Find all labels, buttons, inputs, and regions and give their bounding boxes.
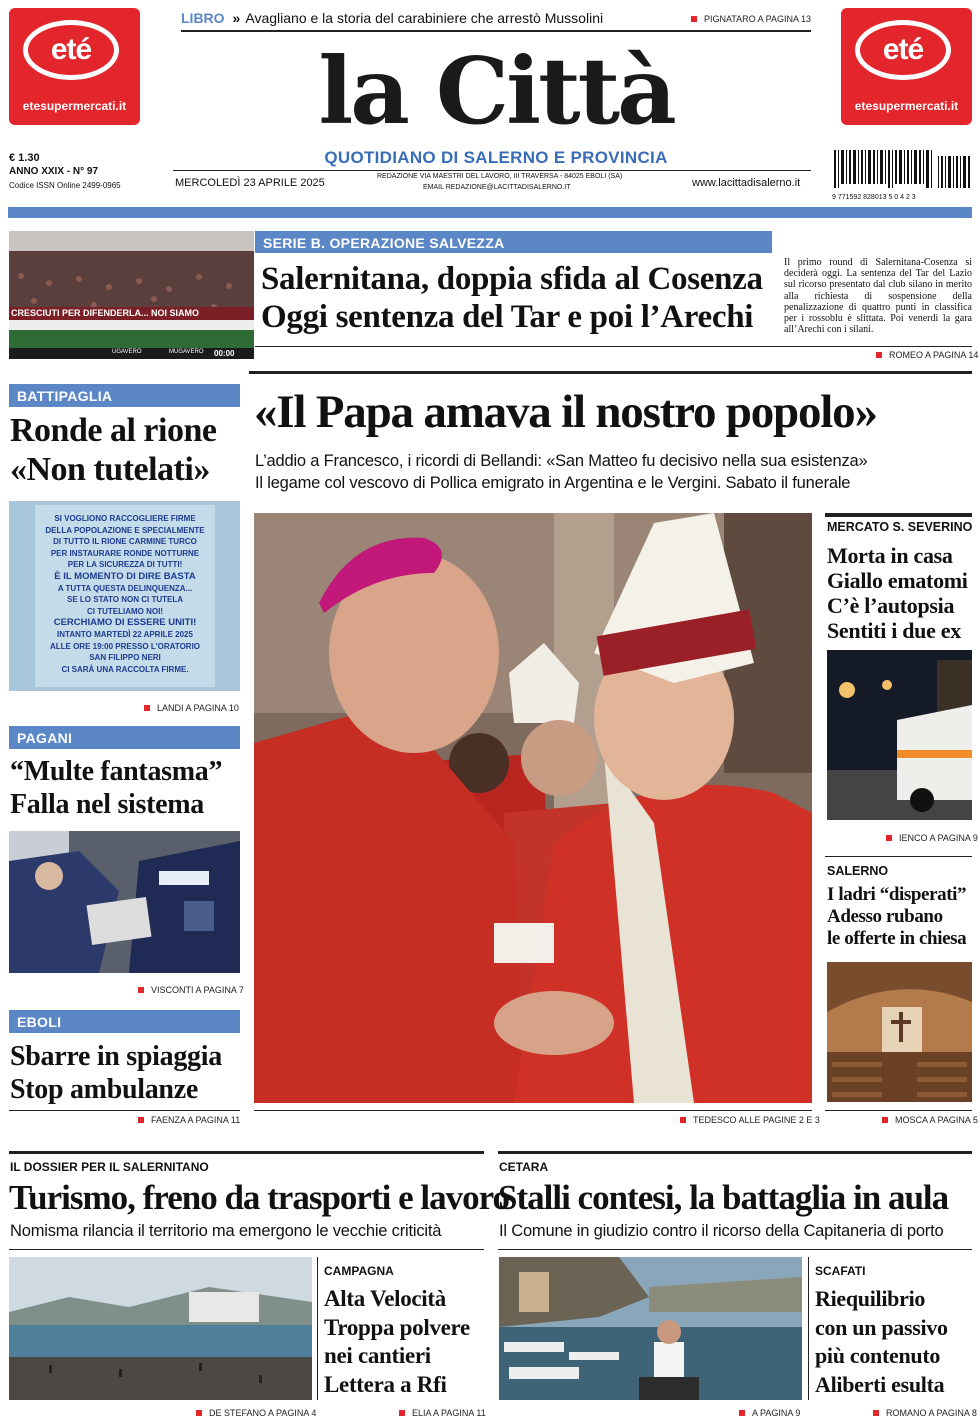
poster-line: SAN FILIPPO NERI: [89, 653, 161, 663]
campagna-ref[interactable]: ELIA A PAGINA 11: [399, 1408, 486, 1418]
battipaglia-headline-1[interactable]: Ronde al rione: [10, 412, 217, 449]
cetara-rule: [498, 1249, 972, 1250]
battipaglia-headline-2[interactable]: «Non tutelati»: [10, 451, 210, 488]
ete-logo-url: etesupermercati.it: [22, 99, 127, 113]
website-link[interactable]: www.lacittadisalerno.it: [692, 177, 801, 189]
scafati-divider: [808, 1257, 809, 1400]
issue-number: ANNO XXIX - N° 97: [9, 166, 99, 177]
address-line-2: EMAIL REDAZIONE@LACITTADISALERNO.IT: [423, 184, 571, 191]
page-title: la Città: [318, 37, 674, 145]
beach-photo: [9, 1257, 312, 1400]
headline-line: I ladri “disperati”: [827, 884, 967, 905]
poster-line: INTANTO MARTEDÌ 22 APRILE 2025: [57, 629, 193, 639]
stadium-board-1: UGAVERO: [112, 349, 142, 355]
ete-logo-oval: [855, 20, 951, 80]
teaser-section: LIBRO: [181, 10, 225, 26]
eboli-ref[interactable]: FAENZA A PAGINA 11: [138, 1115, 240, 1125]
pope-photo: [254, 513, 812, 1103]
poster-line: SE LO STATO NON CI TUTELA: [67, 595, 183, 605]
severino-top-rule: [825, 513, 972, 517]
ambulance-photo-art: [827, 650, 972, 820]
salernitana-rule: [255, 346, 972, 347]
salernitana-ref[interactable]: ROMEO A PAGINA 14: [876, 350, 978, 360]
salerno-kicker[interactable]: SALERNO: [827, 864, 889, 878]
teaser-arrows: »: [232, 10, 241, 26]
salernitana-headline-2[interactable]: Oggi sentenza del Tar e poi l’Arechi: [261, 299, 754, 335]
teaser-text: Avagliano e la storia del carabiniere che arrestò Mussolini: [245, 10, 604, 26]
headline-line: Giallo ematomi: [827, 568, 968, 593]
section-pagani[interactable]: PAGANI: [9, 726, 240, 749]
poster-line: A TUTTA QUESTA DELINQUENZA...: [57, 583, 193, 593]
cetara-headline[interactable]: Stalli contesi, la battaglia in aula: [498, 1178, 949, 1217]
poster-line: CERCHIAMO DI ESSERE UNITI!: [53, 617, 197, 629]
poster-line: DI TUTTO IL RIONE CARMINE TURCO: [53, 537, 197, 547]
pope-photo-art: [254, 513, 812, 1103]
eboli-headline-1[interactable]: Sbarre in spiaggia: [10, 1041, 222, 1072]
harbor-photo: [499, 1257, 802, 1400]
church-photo: [827, 962, 972, 1102]
section-serie-b[interactable]: SERIE B. OPERAZIONE SALVEZZA: [255, 231, 772, 253]
headline-line: Morta in casa: [827, 543, 953, 568]
issue-date: MERCOLEDÌ 23 APRILE 2025: [175, 177, 325, 189]
salerno-headline[interactable]: [827, 884, 966, 950]
section-eboli[interactable]: EBOLI: [9, 1010, 240, 1033]
stadium-photo-art: [9, 231, 254, 359]
scafati-kicker[interactable]: SCAFATI: [815, 1264, 866, 1278]
salernitana-summary: Il primo round di Salernitana-Cosenza si deciderà oggi. La sentenza del Tar del Lazio sul ricorso presentato dal club silano in merito alla richiesta di sospensione della penalizzazione di quattro punti in classifica per i rossoblu è slittata. Poi venerdì la gara all’Arechi con i silani.: [784, 257, 972, 336]
poster-line: PER INSTAURARE RONDE NOTTURNE: [50, 548, 200, 558]
ete-logo-text: eté: [882, 33, 924, 66]
turismo-kicker[interactable]: IL DOSSIER PER IL SALERNITANO: [10, 1160, 209, 1174]
poster-line: È IL MOMENTO DI DIRE BASTA: [54, 570, 196, 582]
headline-line: Sentiti i due ex: [827, 618, 961, 643]
stadium-board-3: 00:00: [214, 349, 235, 358]
battipaglia-ref[interactable]: LANDI A PAGINA 10: [144, 703, 239, 713]
salerno-top-rule: [825, 856, 972, 857]
pagani-headline-1[interactable]: “Multe fantasma”: [10, 756, 223, 787]
eboli-headline-2[interactable]: Stop ambulanze: [10, 1074, 198, 1105]
battipaglia-poster-photo: [9, 501, 240, 691]
cetara-ref[interactable]: A PAGINA 9: [739, 1408, 800, 1418]
poster-text: [29, 513, 221, 675]
barcode-number: 9 771592 828013 5 0 4 2 3: [832, 194, 916, 201]
eboli-rule: [9, 1110, 240, 1111]
campagna-divider: [317, 1257, 318, 1400]
stadium-photo: [9, 231, 254, 359]
headline-line: nei cantieri: [324, 1343, 431, 1368]
pagani-ref[interactable]: VISCONTI A PAGINA 7: [138, 985, 244, 995]
harbor-photo-art: [499, 1257, 802, 1400]
masthead-rule: [173, 170, 811, 171]
poster-line: CI TUTELIAMO NOI!: [87, 606, 163, 616]
poster-line: CI SARÀ UNA RACCOLTA FIRME.: [61, 664, 189, 674]
main-top-rule: [249, 371, 972, 374]
stadium-board-2: MUGAVERO: [169, 349, 204, 355]
headline-line: più contenuto: [815, 1343, 941, 1368]
poster-line: ALLE ORE 19:00 PRESSO L'ORATORIO: [49, 641, 201, 651]
pagani-headline-2[interactable]: Falla nel sistema: [10, 789, 204, 820]
main-subheadline-1: L’addio a Francesco, i ricordi di Bellandi: «San Matteo fu decisivo nella sua esistenza»: [255, 452, 868, 470]
headline-line: con un passivo: [815, 1314, 948, 1340]
barcode-icon: [832, 150, 972, 188]
cetara-kicker[interactable]: CETARA: [499, 1160, 549, 1174]
campagna-headline[interactable]: [324, 1285, 470, 1399]
turismo-subheadline: Nomisma rilancia il territorio ma emergono le vecchie criticità: [10, 1222, 442, 1240]
salernitana-headline-1[interactable]: Salernitana, doppia sfida al Cosenza: [261, 261, 763, 297]
severino-kicker[interactable]: MERCATO S. SEVERINO: [827, 520, 973, 534]
address-line-1: REDAZIONE VIA MAESTRI DEL LAVORO, III TRAVERSA - 84025 EBOLI (SA): [377, 173, 623, 180]
teaser-ref: PIGNATARO A PAGINA 13: [691, 14, 811, 24]
price: € 1.30: [9, 152, 40, 164]
bottom-rule-left: [9, 1151, 484, 1154]
campagna-kicker[interactable]: CAMPAGNA: [324, 1264, 394, 1278]
turismo-headline[interactable]: Turismo, freno da trasporti e lavoro: [9, 1178, 510, 1217]
police-photo-art: [9, 831, 240, 973]
headline-line: Adesso rubano: [827, 906, 943, 927]
poster-line: PER LA SICUREZZA DI TUTTI!: [67, 560, 183, 570]
poster-line: SI VOGLIONO RACCOGLIERE FIRME: [54, 514, 196, 523]
ete-logo-url: etesupermercati.it: [854, 99, 959, 113]
headline-line: C’è l’autopsia: [827, 593, 955, 618]
pagani-photo: [9, 831, 240, 973]
church-photo-art: [827, 962, 972, 1102]
severino-ref[interactable]: IENCO A PAGINA 9: [886, 833, 978, 843]
stadium-banner: CRESCIUTI PER DIFENDERLA... NOI SIAMO: [11, 308, 200, 318]
turismo-rule: [9, 1249, 484, 1250]
ete-logo-text: eté: [50, 33, 92, 66]
scafati-ref[interactable]: ROMANO A PAGINA 8: [873, 1408, 977, 1418]
ete-logo-right[interactable]: [841, 8, 972, 125]
cetara-subheadline: Il Comune in giudizio contro il ricorso della Capitaneria di porto: [499, 1222, 944, 1240]
headline-line: le offerte in chiesa: [827, 928, 967, 949]
top-teaser[interactable]: [181, 10, 811, 32]
headline-line: Troppa polvere: [324, 1314, 470, 1340]
page-subtitle: QUOTIDIANO DI SALERNO E PROVINCIA: [324, 148, 668, 167]
headline-line: Aliberti esulta: [815, 1371, 945, 1397]
scafati-headline[interactable]: [815, 1285, 948, 1399]
bottom-rule-right: [498, 1151, 972, 1154]
turismo-ref[interactable]: DE STEFANO A PAGINA 4: [196, 1408, 316, 1418]
salerno-rule: [825, 1110, 972, 1111]
ete-logo-left[interactable]: [9, 8, 140, 125]
masthead-blue-bar: [8, 207, 972, 218]
headline-line: Alta Velocità: [324, 1286, 446, 1311]
poster-line: DELLA POPOLAZIONE E SPECIALMENTE: [45, 525, 205, 535]
beach-photo-art: [9, 1257, 312, 1400]
issn: Codice ISSN Online 2499-0965: [9, 181, 121, 190]
main-rule: [254, 1110, 812, 1111]
barcode: [832, 150, 972, 201]
salerno-ref[interactable]: MOSCA A PAGINA 5: [882, 1115, 978, 1125]
ete-logo-oval: [23, 20, 119, 80]
severino-headline[interactable]: [827, 543, 968, 643]
main-headline[interactable]: «Il Papa amava il nostro popolo»: [254, 386, 877, 438]
severino-photo: [827, 650, 972, 820]
main-ref[interactable]: TEDESCO ALLE PAGINE 2 E 3: [680, 1115, 820, 1125]
headline-line: Lettera a Rfi: [324, 1371, 447, 1397]
main-subheadline-2: Il legame col vescovo di Pollica emigrato in Argentina e le Vergini. Sabato il funerale: [255, 474, 851, 492]
section-battipaglia[interactable]: BATTIPAGLIA: [9, 384, 240, 407]
headline-line: Riequilibrio: [815, 1286, 926, 1311]
